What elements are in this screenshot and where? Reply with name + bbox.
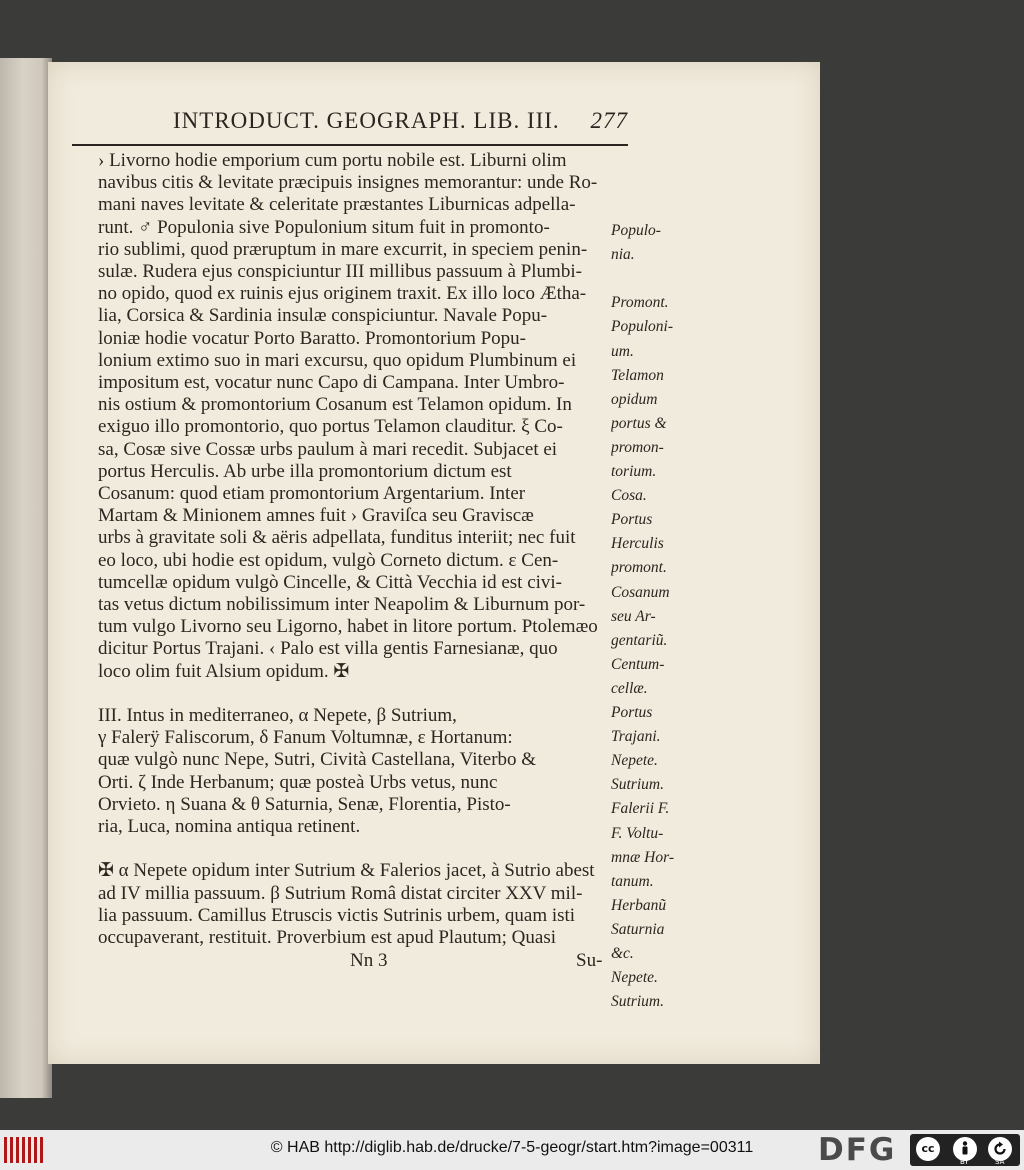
margin-note: F. Voltu- — [611, 824, 664, 842]
margin-note: Cosa. — [611, 487, 647, 505]
text-line: loco olim fuit Alsium opidum. ✠ — [98, 660, 350, 682]
text-line: lia passuum. Camillus Etruscis victis Sutrinis urbem, quam isti — [98, 904, 576, 926]
margin-note: Falerii F. — [611, 800, 670, 818]
text-line: loniæ hodie vocatur Porto Baratto. Promontorium Popu- — [98, 327, 526, 349]
text-line: Orvieto. η Suana & θ Saturnia, Senæ, Florentia, Pisto- — [98, 793, 511, 815]
text-line: portus Herculis. Ab urbe illa promontorium dictum est — [98, 460, 512, 482]
margin-note: Herbanũ — [611, 896, 667, 914]
dfg-logo[interactable]: DFG — [818, 1132, 897, 1168]
text-line: impositum est, vocatur nunc Capo di Campana. Inter Umbro- — [98, 372, 565, 393]
copyright-link[interactable]: © HAB http://diglib.hab.de/drucke/7-5-geogr/start.htm?image=00311 — [270, 1139, 754, 1156]
text-line: exiguo illo promontorio, quo portus Telamon clauditur. ξ Co- — [98, 416, 563, 438]
margin-note — [611, 268, 695, 292]
cc-license-badge[interactable] — [910, 1134, 1020, 1166]
margin-note: um. — [611, 342, 634, 360]
margin-note: opidum — [611, 390, 658, 408]
margin-note: Trajani. — [611, 728, 661, 746]
margin-note: Populoni- — [611, 318, 673, 336]
signature-mark: Nn 3 — [350, 950, 388, 971]
text-line: tas vetus dictum nobilissimum inter Neapolim & Liburnum por- — [98, 594, 586, 615]
text-line: urbs à gravitate soli & aëris adpellata, funditus interiit; nec fuit — [98, 527, 576, 549]
margin-note: Centum- — [611, 655, 665, 673]
page-number: 277 — [590, 108, 628, 133]
text-line: γ Falerÿ Faliscorum, δ Fanum Voltumnæ, ε Hortanum: — [98, 727, 513, 749]
header-title: INTRODUCT. GEOGRAPH. LIB. III. — [173, 108, 560, 133]
margin-note: &c. — [611, 945, 634, 962]
margin-note: gentariũ. — [611, 631, 668, 649]
text-line: ✠ α Nepete opidum inter Sutrium & Falerios jacet, à Sutrio abest — [98, 860, 595, 882]
text-line: ad IV millia passuum. β Sutrium Româ distat circiter XXV mil- — [98, 882, 583, 904]
text-line: runt. ♂ Populonia sive Populonium situm fuit in promonto- — [98, 216, 550, 238]
running-header — [173, 108, 628, 142]
margin-note: Sutrium. — [611, 993, 664, 1011]
margin-note: promont. — [611, 559, 667, 577]
text-line: tum vulgo Livorno seu Ligorno, habet in litore portum. Ptolemæo — [98, 616, 598, 638]
text-line: navibus citis & levitate præcipuis insignes memorantur: unde Ro- — [98, 172, 598, 194]
margin-note: Nepete. — [611, 752, 658, 770]
header-rule — [72, 144, 628, 146]
margin-note: Portus — [611, 704, 653, 721]
text-line: sulæ. Rudera ejus conspiciuntur III millibus passuum à Plumbi- — [98, 261, 582, 282]
text-line: Cosanum: quod etiam promontorium Argentarium. Inter — [98, 483, 526, 504]
text-line: quæ vulgò nunc Nepe, Sutri, Cività Castellana, Viterbo & — [98, 749, 537, 771]
margin-note: Promont. — [611, 294, 669, 312]
footer-bar — [0, 1130, 1024, 1170]
margin-note: nia. — [611, 246, 635, 264]
text-line: › Livorno hodie emporium cum portu nobile est. Liburni olim — [98, 150, 567, 171]
text-line: ria, Luca, nomina antiqua retinent. — [98, 816, 361, 837]
text-line: lonium extimo suo in mari excursu, quo opidum Plumbinum ei — [98, 349, 577, 371]
text-line: sa, Cosæ sive Cossæ urbs paulum à mari recedit. Subjacet ei — [98, 438, 558, 460]
text-line: mani naves levitate & celeritate præstantes Liburnicas adpella- — [98, 194, 576, 216]
text-line: Orti. ζ Inde Herbanum; quæ posteà Urbs vetus, nunc — [98, 771, 498, 793]
sa-label: SA — [995, 1158, 1005, 1166]
margin-note: Cosanum — [611, 583, 670, 601]
margin-note: Populo- — [611, 222, 661, 239]
margin-note: Sutrium. — [611, 776, 664, 794]
text-line: Martam & Minionem amnes fuit › Graviſca seu Graviscæ — [98, 505, 534, 527]
margin-note: Portus — [611, 511, 653, 529]
text-line: dicitur Portus Trajani. ‹ Palo est villa gentis Farnesianæ, quo — [98, 638, 558, 660]
margin-note: tanum. — [611, 872, 654, 890]
book-page — [48, 62, 820, 1064]
margin-note: torium. — [611, 463, 657, 480]
text-line: III. Intus in mediterraneo, α Nepete, β Sutrium, — [98, 705, 457, 726]
text-line: tumcellæ opidum vulgò Cincelle, & Città Vecchia id est civi- — [98, 571, 563, 593]
text-line: occupaverant, restituit. Proverbium est apud Plautum; Quasi — [98, 927, 557, 948]
margin-note: Telamon — [611, 366, 664, 384]
text-line: eo loco, ubi hodie est opidum, vulgò Corneto dictum. ε Cen- — [98, 549, 559, 571]
by-label: BY — [960, 1158, 969, 1166]
margin-note: promon- — [611, 438, 664, 456]
margin-note: Saturnia — [611, 920, 665, 938]
cc-icon: cc — [916, 1137, 940, 1161]
margin-note: Nepete. — [611, 969, 658, 987]
margin-note: Herculis — [611, 535, 664, 553]
text-line: nis ostium & promontorium Cosanum est Telamon opidum. In — [98, 394, 572, 416]
margin-note: seu Ar- — [611, 607, 656, 625]
text-line: no opido, quod ex ruinis ejus originem traxit. Ex illo loco Ætha- — [98, 283, 587, 305]
catchword: Su- — [576, 950, 603, 971]
margin-note: cellæ. — [611, 679, 648, 697]
margin-note: portus & — [611, 414, 667, 432]
text-line: lia, Corsica & Sardinia insulæ conspiciuntur. Navale Popu- — [98, 305, 548, 327]
margin-note: mnæ Hor- — [611, 848, 674, 866]
text-line: rio sublimi, quod præruptum in mare excurrit, in speciem penin- — [98, 238, 588, 260]
facing-page-edge — [0, 58, 52, 1098]
